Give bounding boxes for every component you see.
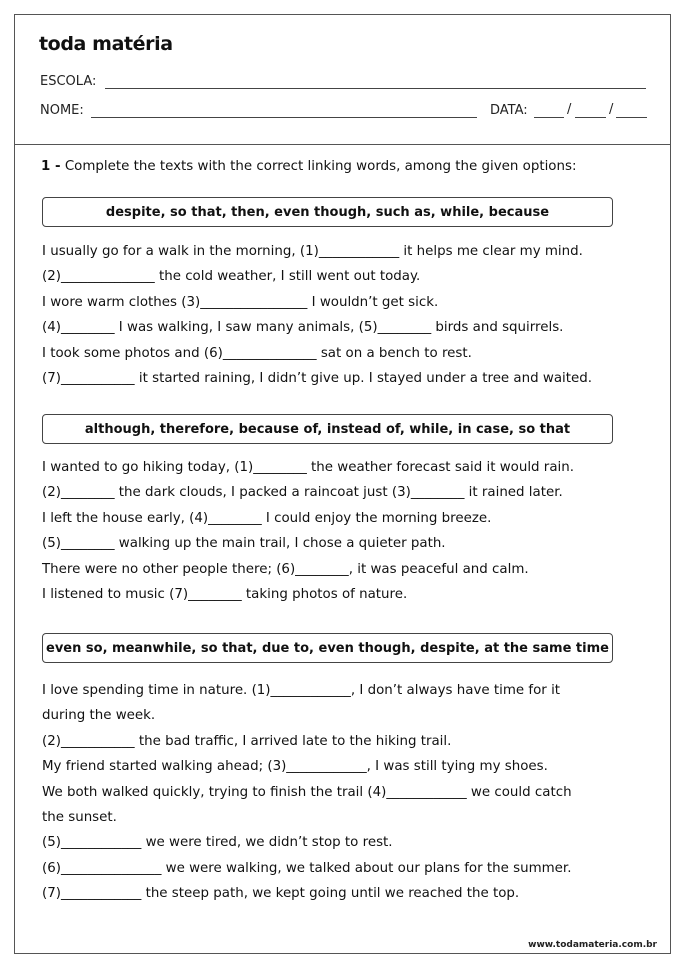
text-line: (2)________ the dark clouds, I packed a raincoat just (3)________ it rained later.: [42, 485, 563, 501]
question-number: 1 -: [41, 159, 61, 174]
data-label: DATA:: [490, 103, 528, 118]
question-title: [41, 159, 576, 174]
nome-field[interactable]: [91, 117, 477, 118]
text-line: I listened to music (7)________ taking photos of nature.: [42, 587, 408, 603]
text-line: I left the house early, (4)________ I could enjoy the morning breeze.: [42, 510, 492, 526]
text-block-2: [42, 455, 622, 607]
date-day-field[interactable]: [534, 117, 564, 118]
text-line: (2)___________ the bad traffic, I arrived late to the hiking trail.: [42, 733, 452, 749]
text-line: (5)____________ we were tired, we didn’t stop to rest.: [42, 835, 393, 851]
options-box-1: despite, so that, then, even though, such as, while, because: [42, 197, 613, 227]
text-line: I love spending time in nature. (1)____________, I don’t always have time for it: [42, 683, 561, 698]
escola-field[interactable]: [105, 88, 646, 89]
text-block-3: [42, 678, 622, 907]
text-line: during the week.: [42, 708, 156, 724]
text-line: I took some photos and (6)______________ sat on a bench to rest.: [42, 345, 472, 361]
text-line: (5)________ walking up the main trail, I chose a quieter path.: [42, 536, 446, 552]
text-block-1: [42, 239, 622, 391]
date-month-field[interactable]: [575, 117, 606, 118]
footer-url: www.todamateria.com.br: [528, 940, 657, 950]
question-prompt: Complete the texts with the correct linking words, among the given options:: [64, 159, 577, 174]
date-separator: /: [567, 102, 572, 117]
date-separator: /: [609, 102, 614, 117]
text-line: I wore warm clothes (3)________________ I wouldn’t get sick.: [42, 294, 439, 310]
escola-label: ESCOLA:: [40, 74, 97, 89]
text-line: I usually go for a walk in the morning, (1)____________ it helps me clear my mind.: [42, 244, 583, 259]
text-line: the sunset.: [42, 810, 117, 826]
text-line: I wanted to go hiking today, (1)________ the weather forecast said it would rain.: [42, 460, 574, 475]
text-line: My friend started walking ahead; (3)____________, I was still tying my shoes.: [42, 759, 548, 775]
text-line: (4)________ I was walking, I saw many animals, (5)________ birds and squirrels.: [42, 320, 564, 336]
text-line: (7)___________ it started raining, I didn’t give up. I stayed under a tree and waited.: [42, 371, 592, 387]
text-line: (6)_______________ we were walking, we talked about our plans for the summer.: [42, 860, 572, 876]
options-box-2: although, therefore, because of, instead of, while, in case, so that: [42, 414, 613, 444]
text-line: We both walked quickly, trying to finish the trail (4)____________ we could catch: [42, 784, 572, 800]
header: [15, 15, 670, 145]
options-box-3: even so, meanwhile, so that, due to, even though, despite, at the same time: [42, 633, 613, 663]
text-line: (7)____________ the steep path, we kept going until we reached the top.: [42, 886, 520, 902]
nome-label: NOME:: [40, 103, 84, 118]
text-line: (2)______________ the cold weather, I still went out today.: [42, 269, 421, 285]
logo: toda matéria: [39, 33, 173, 55]
text-line: There were no other people there; (6)________, it was peaceful and calm.: [42, 561, 529, 577]
date-year-field[interactable]: [616, 117, 647, 118]
